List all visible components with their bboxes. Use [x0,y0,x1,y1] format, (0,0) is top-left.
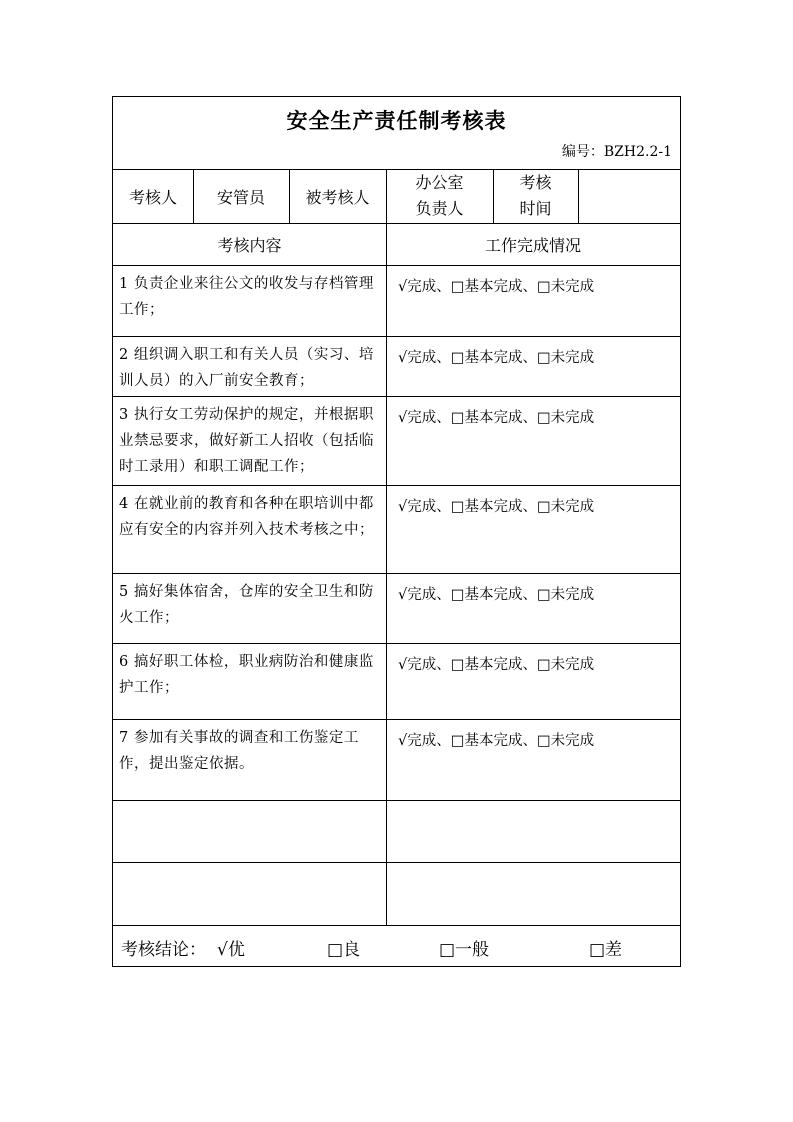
row-content: 6 搞好职工体检，职业病防治和健康监护工作； [119,654,374,696]
assessee-label: 被考核人 [305,187,370,207]
time-value[interactable] [578,169,680,223]
assessee-value-line1: 办公室 [415,173,464,192]
row-content: 3 执行女工劳动保护的规定，并根据职业禁忌要求，做好新工人招收（包括临时工录用）和职工调配工作； [119,407,374,475]
time-label-line1: 考核 [519,173,552,192]
form-code: 编号：BZH2.2-1 [561,144,672,160]
assessment-form [112,96,681,967]
conclusion-option-excellent[interactable]: √优 [217,940,245,960]
row-status[interactable]: √完成、□基本完成、□未完成 [398,499,595,515]
row-status[interactable]: √完成、□基本完成、□未完成 [398,350,595,366]
conclusion-option-poor[interactable]: □差 [589,940,623,960]
time-label-line2: 时间 [519,199,552,218]
row-status[interactable]: √完成、□基本完成、□未完成 [398,587,595,603]
row-content-empty[interactable] [113,862,386,925]
assessor-label: 考核人 [128,187,177,207]
time-label [493,169,578,223]
row-status[interactable]: √完成、□基本完成、□未完成 [398,410,595,426]
row-content-empty[interactable] [113,800,386,862]
row-status-empty[interactable] [386,800,680,862]
row-content: 1 负责企业来往公文的收发与存档管理工作； [119,276,374,318]
form-title: 安全生产责任制考核表 [286,109,507,133]
column-header-status: 工作完成情况 [484,235,581,255]
conclusion-option-average[interactable]: □一般 [439,940,490,960]
assessee-value [386,169,493,223]
column-header-content: 考核内容 [217,235,282,255]
row-status[interactable]: √完成、□基本完成、□未完成 [398,657,595,673]
row-status[interactable]: √完成、□基本完成、□未完成 [398,279,595,295]
conclusion-row [113,925,680,966]
row-content: 5 搞好集体宿舍，仓库的安全卫生和防火工作； [119,584,374,626]
row-status[interactable]: √完成、□基本完成、□未完成 [398,733,595,749]
conclusion-option-good[interactable]: □良 [327,940,361,960]
row-status-empty[interactable] [386,862,680,925]
row-content: 4 在就业前的教育和各种在职培训中都应有安全的内容并列入技术考核之中； [119,496,374,538]
assessor-value: 安管员 [216,187,265,207]
conclusion-label: 考核结论： [121,940,206,960]
row-content: 7 参加有关事故的调查和工伤鉴定工作，提出鉴定依据。 [119,730,359,772]
row-content: 2 组织调入职工和有关人员（实习、培训人员）的入厂前安全教育； [119,347,374,389]
assessee-value-line2: 负责人 [415,199,464,218]
